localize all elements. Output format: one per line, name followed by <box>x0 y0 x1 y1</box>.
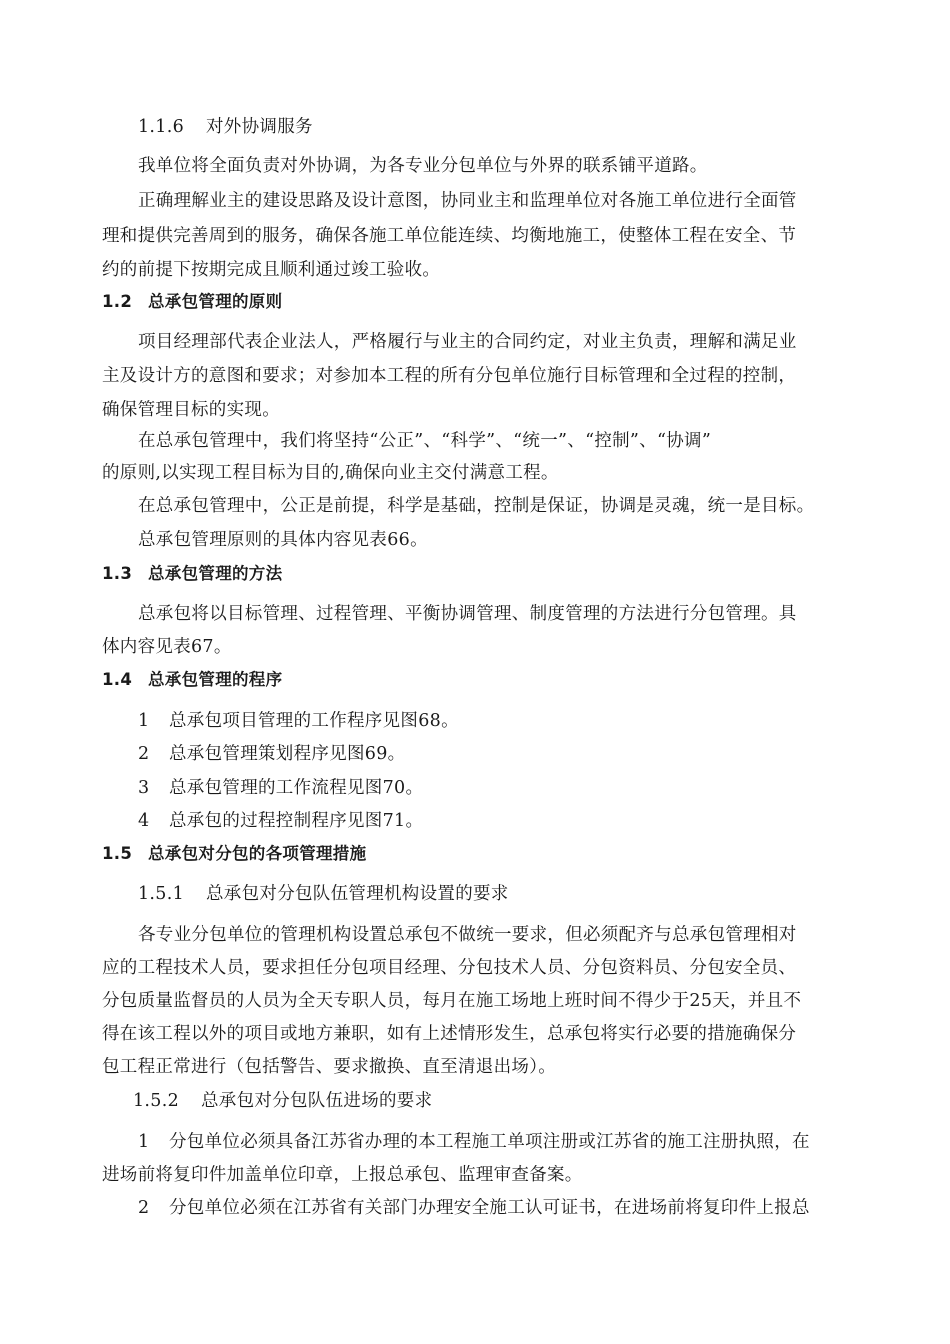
section-title: 对外协调服务 <box>206 117 313 137</box>
paragraph-line: 应的工程技术人员，要求担任分包项目经理、分包技术人员、分包资料员、分包安全员、 <box>102 958 797 978</box>
paragraph-line: 总承包将以目标管理、过程管理、平衡协调管理、制度管理的方法进行分包管理。具 <box>138 604 797 624</box>
paragraph-line: 各专业分包单位的管理机构设置总承包不做统一要求，但必须配齐与总承包管理相对 <box>138 925 797 945</box>
paragraph-line: 体内容见表67。 <box>102 637 232 657</box>
section-title: 总承包管理的原则 <box>148 292 283 311</box>
section-heading-1-5-1 <box>138 882 898 906</box>
section-number: 1.1.6 <box>138 117 185 137</box>
section-heading-1-5-2 <box>133 1089 893 1113</box>
paragraph-line: 总承包管理原则的具体内容见表66。 <box>138 530 428 550</box>
section-heading-1-1-6 <box>138 115 898 139</box>
section-heading-1-2 <box>102 290 862 314</box>
section-title: 总承包对分包的各项管理措施 <box>148 844 367 863</box>
list-item-number: 1 <box>138 1132 150 1152</box>
list-item <box>138 1196 898 1220</box>
section-number: 1.5.2 <box>133 1091 180 1111</box>
list-item-number: 1 <box>138 711 150 731</box>
paragraph-line: 在总承包管理中，我们将坚持“公正”、“科学”、“统一”、“控制”、“协调” <box>138 431 712 451</box>
list-item-text: 分包单位必须具备江苏省办理的本工程施工单项注册或江苏省的施工注册执照，在 <box>169 1132 810 1152</box>
section-title: 总承包对分包队伍进场的要求 <box>201 1091 433 1111</box>
list-item <box>138 709 898 733</box>
list-item <box>138 742 898 766</box>
section-title: 总承包对分包队伍管理机构设置的要求 <box>206 884 509 904</box>
list-item-number: 3 <box>138 778 150 798</box>
list-item-text: 总承包管理的工作流程见图70。 <box>169 778 424 798</box>
paragraph-line: 确保管理目标的实现。 <box>102 400 280 420</box>
paragraph-line: 项目经理部代表企业法人，严格履行与业主的合同约定，对业主负责，理解和满足业 <box>138 332 797 352</box>
section-title: 总承包管理的程序 <box>148 670 283 689</box>
paragraph-line: 主及设计方的意图和要求；对参加本工程的所有分包单位施行目标管理和全过程的控制， <box>102 366 797 386</box>
paragraph-line: 在总承包管理中，公正是前提，科学是基础，控制是保证，协调是灵魂，统一是目标。 <box>138 496 815 516</box>
list-item <box>138 809 898 833</box>
list-item <box>138 1130 898 1154</box>
section-heading-1-3 <box>102 562 862 586</box>
paragraph-line: 我单位将全面负责对外协调，为各专业分包单位与外界的联系铺平道路。 <box>138 156 708 176</box>
list-item-number: 2 <box>138 744 150 764</box>
list-item-text: 总承包管理策划程序见图69。 <box>169 744 406 764</box>
section-number: 1.2 <box>102 292 133 311</box>
paragraph-line: 得在该工程以外的项目或地方兼职，如有上述情形发生，总承包将实行必要的措施确保分 <box>102 1024 797 1044</box>
section-number: 1.5 <box>102 844 133 863</box>
paragraph-line: 的原则,以实现工程目标为目的,确保向业主交付满意工程。 <box>102 463 559 483</box>
paragraph-line: 包工程正常进行（包括警告、要求撤换、直至清退出场）。 <box>102 1057 557 1077</box>
paragraph-line: 进场前将复印件加盖单位印章，上报总承包、监理审查备案。 <box>102 1165 583 1185</box>
section-heading-1-4 <box>102 668 862 692</box>
paragraph-line: 理和提供完善周到的服务，确保各施工单位能连续、均衡地施工，使整体工程在安全、节 <box>102 226 797 246</box>
list-item-text: 总承包的过程控制程序见图71。 <box>169 811 424 831</box>
list-item-text: 总承包项目管理的工作程序见图68。 <box>169 711 459 731</box>
section-heading-1-5 <box>102 842 862 866</box>
list-item-number: 2 <box>138 1198 150 1218</box>
paragraph-line: 分包质量监督员的人员为全天专职人员，每月在施工场地上班时间不得少于25天，并且不 <box>102 991 802 1011</box>
section-title: 总承包管理的方法 <box>148 564 283 583</box>
section-number: 1.5.1 <box>138 884 185 904</box>
section-number: 1.3 <box>102 564 133 583</box>
list-item-text: 分包单位必须在江苏省有关部门办理安全施工认可证书，在进场前将复印件上报总 <box>169 1198 810 1218</box>
list-item-number: 4 <box>138 811 150 831</box>
paragraph-line: 正确理解业主的建设思路及设计意图，协同业主和监理单位对各施工单位进行全面管 <box>138 191 797 211</box>
paragraph-line: 约的前提下按期完成且顺利通过竣工验收。 <box>102 260 441 280</box>
section-number: 1.4 <box>102 670 133 689</box>
list-item <box>138 776 898 800</box>
